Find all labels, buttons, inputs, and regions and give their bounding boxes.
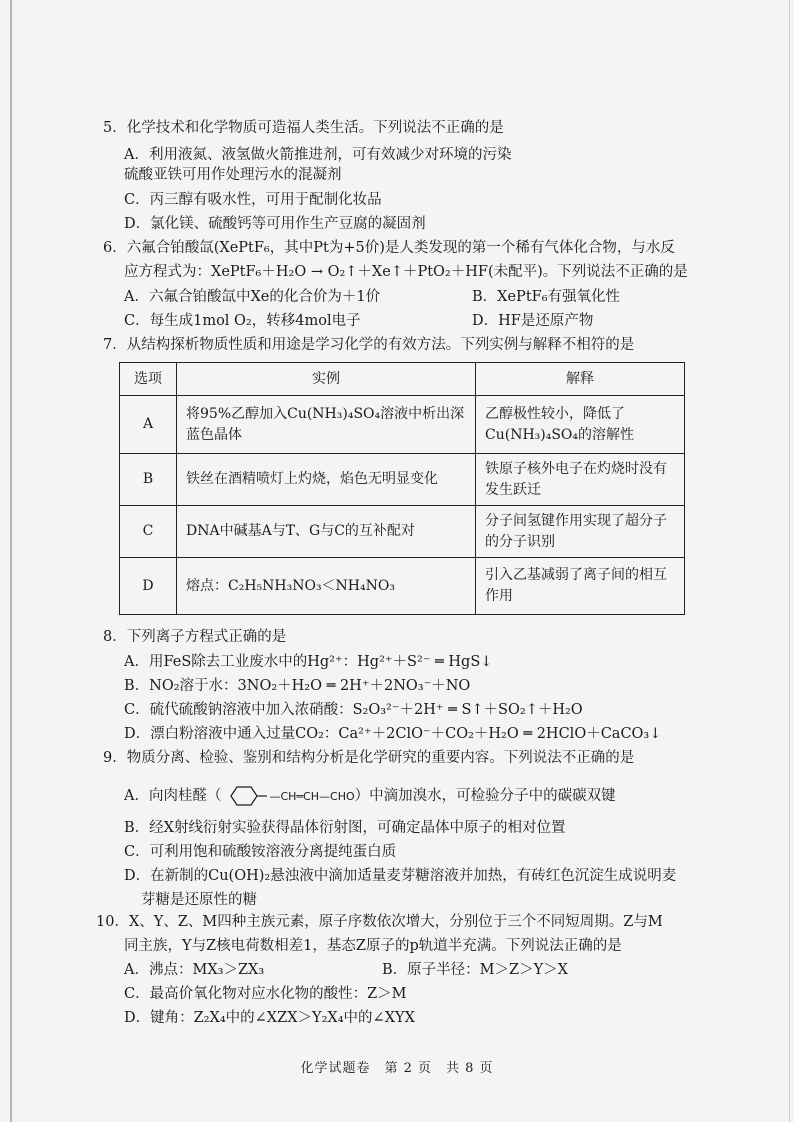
table-row <box>120 454 685 506</box>
q7-stem: 7．从结构探析物质性质和用途是学习化学的有效方法。下列实例与解释不相符的是 <box>103 337 635 353</box>
q8-option-d: D．漂白粉溶液中通入过量CO₂：Ca²⁺＋2ClO⁻＋CO₂＋H₂O ═ 2HClO＋CaCO₃↓ <box>124 726 662 742</box>
q10-option-b: B．原子半径：M＞Z＞Y＞X <box>382 962 568 978</box>
q8-option-a: A．用FeS除去工业废水中的Hg²⁺：Hg²⁺＋S²⁻ ═ HgS↓ <box>124 654 493 670</box>
q6-option-c: C．每生成1mol O₂，转移4mol电子 <box>124 313 361 329</box>
table-header-option: 选项 <box>120 363 177 396</box>
q9-a-prefix: A．向肉桂醛（ <box>124 788 222 804</box>
row-example: DNA中碱基A与T、G与C的互补配对 <box>177 506 476 558</box>
q9-option-a <box>124 784 616 808</box>
q9-a-substituent: —CH═CH—CHO <box>269 790 355 803</box>
q8-option-c: C．硫代硫酸钠溶液中加入浓硝酸：S₂O₃²⁻＋2H⁺ ═ S↑＋SO₂↑＋H₂O <box>124 702 583 718</box>
table-header-row <box>120 363 685 396</box>
q6-stem: 6．六氟合铂酸氙(XePtF₆，其中Pt为+5价)是人类发现的第一个稀有气体化合物，与水反 <box>103 240 675 256</box>
q6-option-d: D．HF是还原产物 <box>472 313 594 329</box>
q9-option-d: D．在新制的Cu(OH)₂悬浊液中滴加适量麦芽糖溶液并加热，有砖红色沉淀生成说明麦 <box>124 868 677 884</box>
q10-option-d: D．键角：Z₂X₄中的∠XZX＞Y₂X₄中的∠XYX <box>124 1010 415 1026</box>
q5-option-c: C．丙三醇有吸水性，可用于配制化妆品 <box>124 192 382 208</box>
row-option: B <box>120 454 177 506</box>
q10-stem-cont: 同主族，Y与Z核电荷数相差1，基态Z原子的p轨道半充满。下列说法正确的是 <box>124 938 622 954</box>
q6-stem-cont: 应方程式为：XePtF₆＋H₂O → O₂↑＋Xe↑＋PtO₂＋HF(未配平)。下列说法不正确的是 <box>124 264 688 280</box>
table-header-example: 实例 <box>177 363 476 396</box>
q9-stem: 9．物质分离、检验、鉴别和结构分析是化学研究的重要内容。下列说法不正确的是 <box>103 750 635 766</box>
table-row <box>120 506 685 558</box>
q9-a-suffix: ）中滴加溴水，可检验分子中的碳碳双键 <box>354 788 616 804</box>
q6-option-b: B．XePtF₆有强氧化性 <box>472 289 621 305</box>
row-example: 铁丝在酒精喷灯上灼烧，焰色无明显变化 <box>177 454 476 506</box>
row-option: C <box>120 506 177 558</box>
scan-edge-right <box>789 0 790 1122</box>
q9-option-c: C．可利用饱和硫酸铵溶液分离提纯蛋白质 <box>124 844 397 860</box>
q8-option-b: B．NO₂溶于水：3NO₂＋H₂O ═ 2H⁺＋2NO₃⁻＋NO <box>124 678 471 694</box>
scan-edge-left <box>10 0 12 1122</box>
row-explanation: 铁原子核外电子在灼烧时没有发生跃迁 <box>476 454 685 506</box>
row-example: 将95%乙醇加入Cu(NH₃)₄SO₄溶液中析出深蓝色晶体 <box>177 396 476 454</box>
q6-option-a: A．六氟合铂酸氙中Xe的化合价为＋1价 <box>124 289 381 305</box>
q10-option-a: A．沸点：MX₃＞ZX₃ <box>124 962 265 978</box>
q7-table <box>119 362 685 615</box>
q10-option-c: C．最高价氧化物对应水化物的酸性：Z＞M <box>124 986 407 1002</box>
q9-option-d-cont: 芽糖是还原性的糖 <box>141 892 257 908</box>
row-example: 熔点：C₂H₅NH₃NO₃＜NH₄NO₃ <box>177 558 476 615</box>
table-row <box>120 558 685 615</box>
q8-stem: 8．下列离子方程式正确的是 <box>103 629 287 645</box>
row-option: D <box>120 558 177 615</box>
q9-option-b: B．经X射线衍射实验获得晶体衍射图，可确定晶体中原子的相对位置 <box>124 820 566 836</box>
q5-option-a: A．利用液氮、液氢做火箭推进剂，可有效减少对环境的污染 <box>124 147 512 163</box>
q5-option-b: 硫酸亚铁可用作处理污水的混凝剂 <box>124 167 342 183</box>
row-explanation: 乙醇极性较小，降低了Cu(NH₃)₄SO₄的溶解性 <box>476 396 685 454</box>
q5-stem: 5．化学技术和化学物质可造福人类生活。下列说法不正确的是 <box>103 120 504 136</box>
row-option: A <box>120 396 177 454</box>
page-footer: 化学试题卷 第 2 页 共 8 页 <box>300 1061 494 1076</box>
q5-option-d: D．氯化镁、硫酸钙等可用作生产豆腐的凝固剂 <box>124 216 426 232</box>
table-row <box>120 396 685 454</box>
row-explanation: 引入乙基减弱了离子间的相互作用 <box>476 558 685 615</box>
table-header-explanation: 解释 <box>476 363 685 396</box>
benzene-ring-icon <box>223 785 267 807</box>
q10-stem: 10．X、Y、Z、M四种主族元素，原子序数依次增大，分别位于三个不同短周期。Z与M <box>96 914 663 930</box>
row-explanation: 分子间氢键作用实现了超分子的分子识别 <box>476 506 685 558</box>
